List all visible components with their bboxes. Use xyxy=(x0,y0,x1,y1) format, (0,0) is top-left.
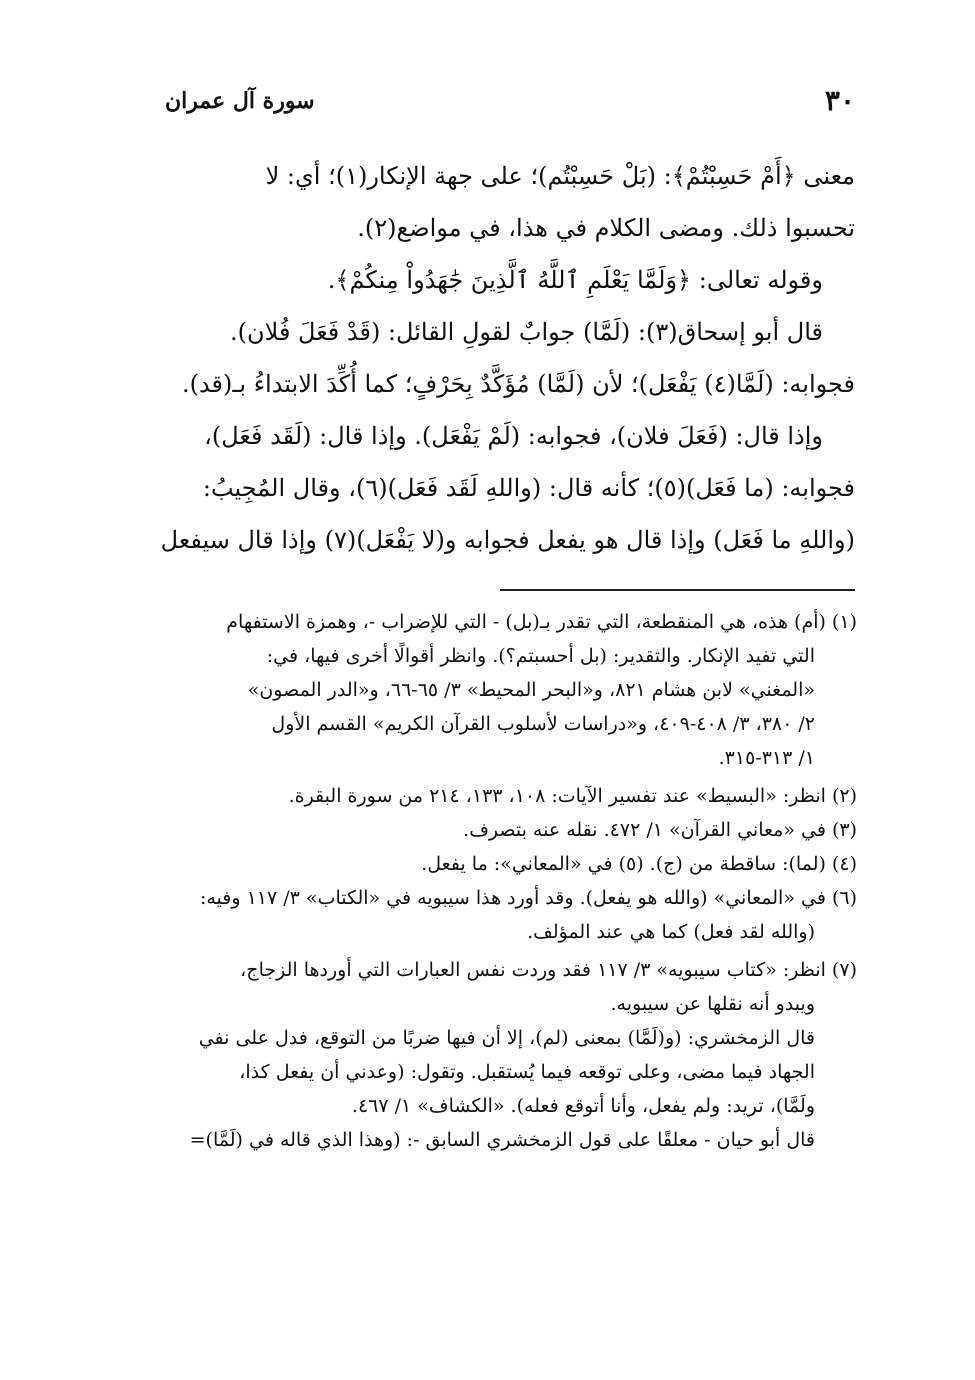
main-text xyxy=(125,150,855,566)
footnote-line: قال أبو حيان - معلقًا على قول الزمخشري السابق -: (وهذا الذي قاله في (لَمَّا)= xyxy=(189,1129,815,1151)
footnote-line: (والله لقد فعل) كما هي عند المؤلف. xyxy=(527,921,815,943)
text-line: وإذا قال: (فَعَلَ فلان)، فجوابه: (لَمْ يَفْعَل). وإذا قال: (لَقَد فَعَل)، xyxy=(204,422,823,450)
footnote-line: (٢) انظر: «البسيط» عند تفسير الآيات: ١٠٨، ١٣٣، ٢١٤ من سورة البقرة. xyxy=(288,785,857,807)
footnote-line: ١/ ٣١٣-٣١٥. xyxy=(718,747,815,769)
running-title: سورة آل عمران xyxy=(165,88,315,114)
text-line: فجوابه: (لَمَّا(٤) يَفْعَل)؛ لأن (لَمَّا) مُؤَكَّدٌ بِحَرْفٍ؛ كما أُكِّدَ الابتداءُ بـ(قد). xyxy=(181,370,855,398)
footnote-line: (٤) (لما): ساقطة من (ج). (٥) في «المعاني»: ما يفعل. xyxy=(421,853,857,875)
text-line: وقوله تعالى: ﴿وَلَمَّا يَعْلَمِ ٱللَّهُ ٱلَّذِينَ جَٰهَدُواْ مِنكُمْ﴾. xyxy=(327,266,823,294)
footnote-line: (٦) في «المعاني» (والله هو يفعل). وقد أورد هذا سيبويه في «الكتاب» ٣/ ١١٧ وفيه: xyxy=(199,887,857,909)
footnote-line: ولَمَّا)، تريد: ولم يفعل، وأنا أتوقع فعله). «الكشاف» ١/ ٤٦٧. xyxy=(351,1095,815,1117)
footnote-line: (٧) انظر: «كتاب سيبويه» ٣/ ١١٧ فقد وردت نفس العبارات التي أوردها الزجاج، xyxy=(240,959,857,981)
page-number: ٣٠ xyxy=(824,84,855,117)
text-line: قال أبو إسحاق(٣): (لَمَّا) جوابٌ لقولِ القائل: (قَدْ فَعَلَ فُلان). xyxy=(230,318,823,346)
footnote-line: التي تفيد الإنكار. والتقدير: (بل أحسبتم؟). وانظر أقوالًا أخرى فيها، في: xyxy=(266,645,815,667)
footnote-line: «المغني» لابن هشام ٨٢١، و«البحر المحيط» ٣/ ٦٥-٦٦، و«الدر المصون» xyxy=(247,679,815,701)
text-line: تحسبوا ذلك. ومضى الكلام في هذا، في مواضع(٢). xyxy=(357,214,855,242)
footnote-line: الجهاد فيما مضى، وعلى توقعه فيما يُستقبل. وتقول: (وعدني أن يفعل كذا، xyxy=(239,1061,815,1083)
footnotes xyxy=(122,605,857,1157)
page-header xyxy=(165,82,855,122)
footnote-separator xyxy=(500,589,855,591)
footnote-line: ويبدو أنه نقلها عن سيبويه. xyxy=(610,993,815,1015)
footnote-line: ٢/ ٣٨٠، ٣/ ٤٠٨-٤٠٩، و«دراسات لأسلوب القرآن الكريم» القسم الأول xyxy=(271,713,815,735)
footnote-line: قال الزمخشري: (و(لَمَّا) بمعنى (لم)، إلا أن فيها ضربًا من التوقع، فدل على نفي xyxy=(198,1027,815,1049)
text-line: (واللهِ ما فَعَل) وإذا قال هو يفعل فجوابه و(لا يَفْعَل)(٧) وإذا قال سيفعل xyxy=(160,526,855,554)
text-line: معنى ﴿أَمْ حَسِبْتُمْ﴾: (بَلْ حَسِبْتُم)؛ على جهة الإنكار(١)؛ أي: لا xyxy=(265,162,855,190)
text-line: فجوابه: (ما فَعَل)(٥)؛ كأنه قال: (واللهِ لَقَد فَعَل)(٦)، وقال المُجِيبُ: xyxy=(202,474,855,502)
footnote-line: (٣) في «معاني القرآن» ١/ ٤٧٢. نقله عنه بتصرف. xyxy=(463,819,857,841)
footnote-line: (١) (أم) هذه، هي المنقطعة، التي تقدر بـ(بل) - التي للإضراب -، وهمزة الاستفهام xyxy=(226,611,857,633)
